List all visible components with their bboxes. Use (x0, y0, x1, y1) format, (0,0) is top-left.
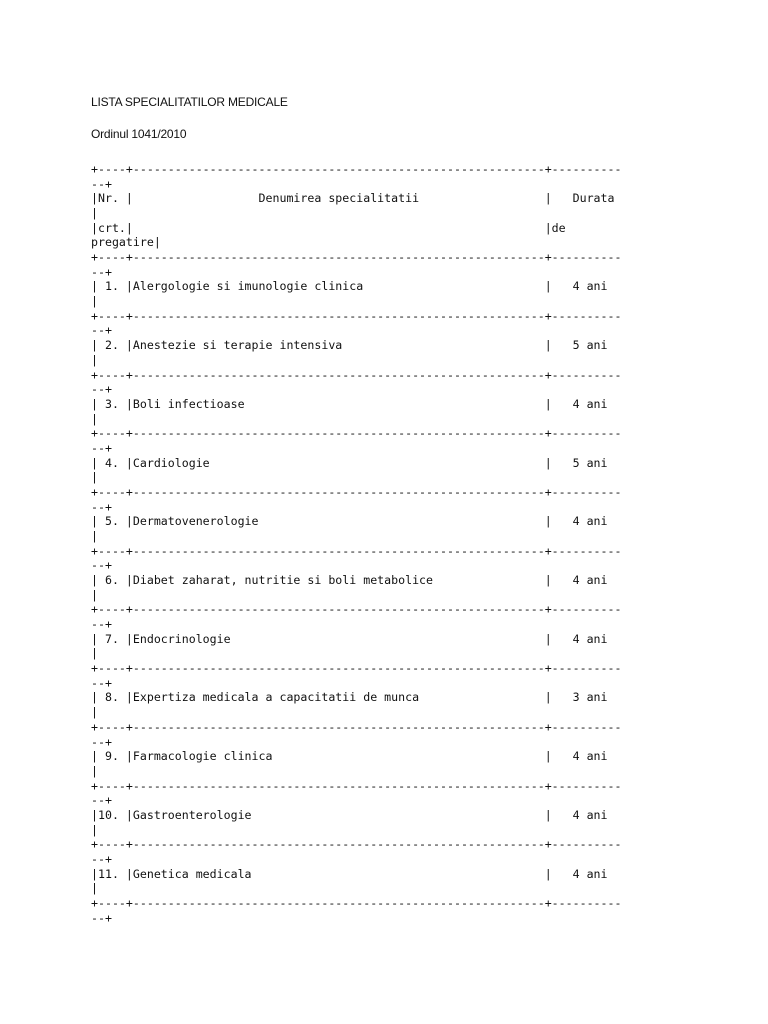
table-border-line: +----+-----------------------------------------------------------+---------- (91, 543, 622, 558)
table-border-line: +----+-----------------------------------------------------------+---------- (91, 367, 622, 382)
table-border-line-wrap: --+ (91, 323, 112, 338)
table-row: | 7. |Endocrinologie | 4 ani (91, 631, 608, 646)
table-border-line-wrap: --+ (91, 176, 112, 191)
table-border-line: +----+-----------------------------------------------------------+---------- (91, 661, 622, 676)
document-title: LISTA SPECIALITATILOR MEDICALE (91, 95, 288, 109)
table-row: | 9. |Farmacologie clinica | 4 ani (91, 749, 608, 764)
table-row-wrap: | (91, 411, 98, 426)
table-border-line: +----+-----------------------------------------------------------+---------- (91, 602, 622, 617)
table-row: | 5. |Dermatovenerologie | 4 ani (91, 514, 608, 529)
table-row-wrap: | (91, 529, 98, 543)
table-border-line: +----+-----------------------------------------------------------+---------- (91, 308, 622, 323)
table-border-line-wrap: --+ (91, 793, 112, 808)
table-border-line: +----+-----------------------------------------------------------+---------- (91, 719, 622, 734)
table-row-wrap: | (91, 822, 98, 837)
table-row: | 8. |Expertiza medicala a capacitatii de munca | 3 ani (91, 690, 608, 705)
table-row-wrap: | (91, 705, 98, 720)
table-header-line-wrap: pregatire| (91, 235, 161, 250)
table-row-wrap: | (91, 470, 98, 485)
order-number: Ordinul 1041/2010 (91, 127, 187, 141)
table-border-line-wrap: --+ (91, 851, 112, 866)
table-border-line: +----+-----------------------------------------------------------+---------- (91, 837, 622, 852)
table-border-line-wrap: --+ (91, 382, 112, 397)
table-row-wrap: | (91, 881, 98, 896)
table-border-line-wrap: --+ (91, 499, 112, 514)
table-border-line: +----+-----------------------------------------------------------+---------- (91, 896, 622, 910)
table-border-line: +----+-----------------------------------------------------------+---------- (91, 778, 622, 793)
table-row: |10. |Gastroenterologie | 4 ani (91, 807, 608, 822)
table-border-line-wrap: --+ (91, 675, 112, 690)
table-row: | 4. |Cardiologie | 5 ani (91, 455, 608, 470)
table-row: | 1. |Alergologie si imunologie clinica | 4 ani (91, 279, 608, 294)
table-header-line: |Nr. | Denumirea specialitatii | Durata (91, 191, 615, 206)
table-border-line-wrap: --+ (91, 440, 112, 455)
table-row-wrap: | (91, 352, 98, 367)
table-border-line-wrap: --+ (91, 910, 112, 925)
table-border-line: +----+-----------------------------------------------------------+---------- (91, 250, 622, 265)
table-row: | 3. |Boli infectioase | 4 ani (91, 396, 608, 411)
table-row-wrap: | (91, 763, 98, 778)
table-border-line-wrap: --+ (91, 558, 112, 573)
table-border-line-wrap: --+ (91, 264, 112, 279)
table-header-line-wrap: | (91, 206, 98, 221)
table-row-wrap: | (91, 646, 98, 661)
table-row: | 6. |Diabet zaharat, nutritie si boli metabolice | 4 ani (91, 573, 608, 588)
table-row-wrap: | (91, 587, 98, 602)
table-border-line-wrap: --+ (91, 617, 112, 632)
table-border-line: +----+-----------------------------------------------------------+---------- (91, 484, 622, 499)
table-row-wrap: | (91, 294, 98, 309)
table-row: |11. |Genetica medicala | 4 ani (91, 866, 608, 881)
table-border-line: +----+-----------------------------------------------------------+---------- (91, 162, 622, 176)
table-border-line-wrap: --+ (91, 734, 112, 749)
table-border-line: +----+-----------------------------------------------------------+---------- (91, 426, 622, 441)
table-row: | 2. |Anestezie si terapie intensiva | 5 ani (91, 338, 608, 353)
table-header-line: |crt.| |de (91, 220, 566, 235)
